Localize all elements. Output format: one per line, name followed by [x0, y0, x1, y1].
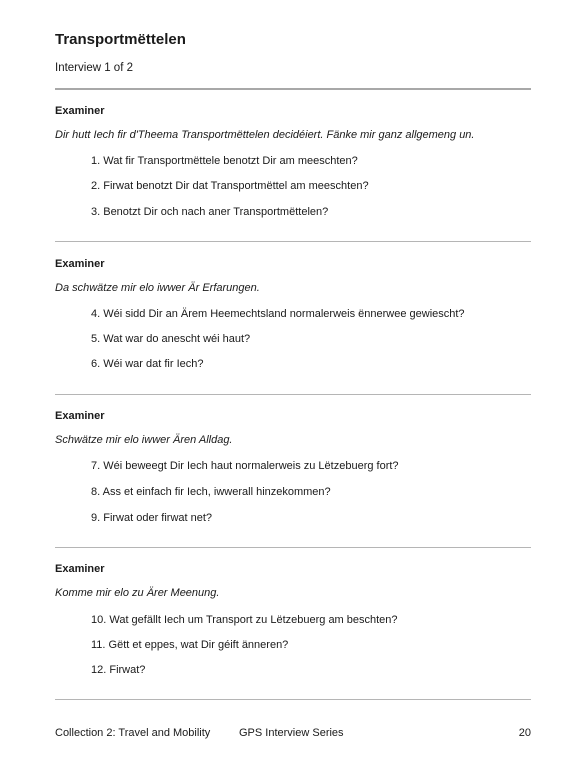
- question-item: 1. Wat fir Transportmëttele benotzt Dir am meeschten?: [91, 155, 358, 167]
- examiner-instruction: Da schwätze mir elo iwwer Är Erfarungen.: [55, 282, 260, 294]
- question-item: 11. Gëtt et eppes, wat Dir géift änneren?: [91, 639, 289, 651]
- section-divider: [55, 547, 531, 548]
- speaker-label: Examiner: [55, 258, 105, 270]
- header-divider: [55, 88, 531, 90]
- page-title: Transportmëttelen: [55, 31, 186, 48]
- question-item: 6. Wéi war dat fir Iech?: [91, 358, 204, 370]
- question-item: 8. Ass et einfach fir Iech, iwwerall hinzekommen?: [91, 486, 331, 498]
- question-item: 5. Wat war do anescht wéi haut?: [91, 333, 251, 345]
- question-item: 4. Wéi sidd Dir an Ärem Heemechtsland normalerweis ënnerwee gewiescht?: [91, 308, 465, 320]
- footer-divider: [55, 699, 531, 700]
- examiner-instruction: Dir hutt Iech fir d'Theema Transportmëttelen decidéiert. Fänke mir ganz allgemeng un.: [55, 129, 475, 141]
- section-divider: [55, 394, 531, 395]
- page-number: 20: [518, 727, 531, 739]
- question-item: 9. Firwat oder firwat net?: [91, 512, 213, 524]
- footer-collection: Collection 2: Travel and Mobility: [55, 727, 211, 739]
- question-item: 10. Wat gefällt Iech um Transport zu Lëtzebuerg am beschten?: [91, 614, 398, 626]
- examiner-instruction: Schwätze mir elo iwwer Ären Alldag.: [55, 434, 233, 446]
- examiner-instruction: Komme mir elo zu Ärer Meenung.: [55, 587, 220, 599]
- section-divider: [55, 241, 531, 242]
- question-item: 12. Firwat?: [91, 664, 146, 676]
- document-page: [55, 0, 531, 766]
- footer-series: GPS Interview Series: [239, 727, 344, 739]
- speaker-label: Examiner: [55, 410, 105, 422]
- question-item: 3. Benotzt Dir och nach aner Transportmëttelen?: [91, 206, 329, 218]
- question-item: 2. Firwat benotzt Dir dat Transportmëttel am meeschten?: [91, 180, 369, 192]
- question-item: 7. Wéi beweegt Dir Iech haut normalerweis zu Lëtzebuerg fort?: [91, 460, 399, 472]
- speaker-label: Examiner: [55, 105, 105, 117]
- interview-subtitle: Interview 1 of 2: [55, 62, 133, 74]
- speaker-label: Examiner: [55, 563, 105, 575]
